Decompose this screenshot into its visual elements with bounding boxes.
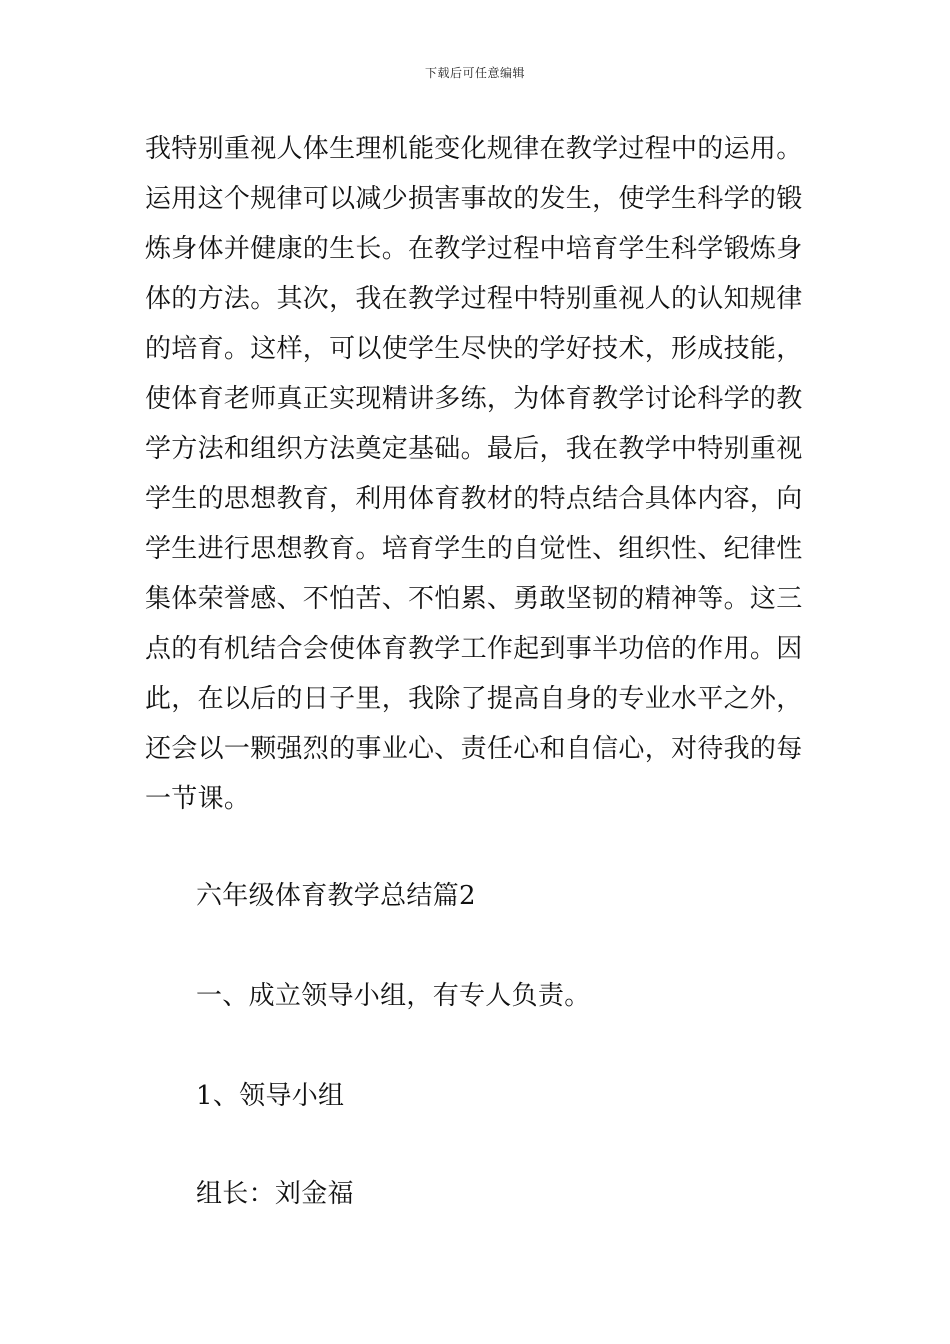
body-line: 学生进行思想教育。培育学生的自觉性、组织性、纪律性 [145,534,803,564]
section-title: 六年级体育教学总结篇2 [196,881,476,911]
body-line: 一节课。 [145,784,251,814]
body-line: 集体荣誉感、不怕苦、不怕累、勇敢坚韧的精神等。这三 [145,584,803,614]
section-item-heading: 一、成立领导小组，有专人负责。 [196,981,591,1011]
body-line: 使体育老师真正实现精讲多练，为体育教学讨论科学的教 [145,384,803,414]
body-line: 我特别重视人体生理机能变化规律在教学过程中的运用。 [145,134,803,164]
body-line: 学生的思想教育，利用体育教材的特点结合具体内容，向 [145,484,803,514]
body-line: 炼身体并健康的生长。在教学过程中培育学生科学锻炼身 [145,234,803,264]
body-line: 还会以一颗强烈的事业心、责任心和自信心，对待我的每 [145,734,803,764]
body-line: 此，在以后的日子里，我除了提高自身的专业水平之外， [145,684,803,714]
header-note: 下载后可任意编辑 [424,66,525,80]
leader-line: 组长：刘金福 [196,1179,354,1209]
body-line: 的培育。这样，可以使学生尽快的学好技术，形成技能， [145,334,803,364]
body-line: 点的有机结合会使体育教学工作起到事半功倍的作用。因 [145,634,803,664]
body-line: 学方法和组织方法奠定基础。最后，我在教学中特别重视 [145,434,803,464]
body-line: 运用这个规律可以减少损害事故的发生，使学生科学的锻 [145,184,803,214]
body-line: 体的方法。其次，我在教学过程中特别重视人的认知规律 [145,284,803,314]
body-paragraph [145,124,825,824]
subsection-heading: 1、领导小组 [196,1081,345,1111]
